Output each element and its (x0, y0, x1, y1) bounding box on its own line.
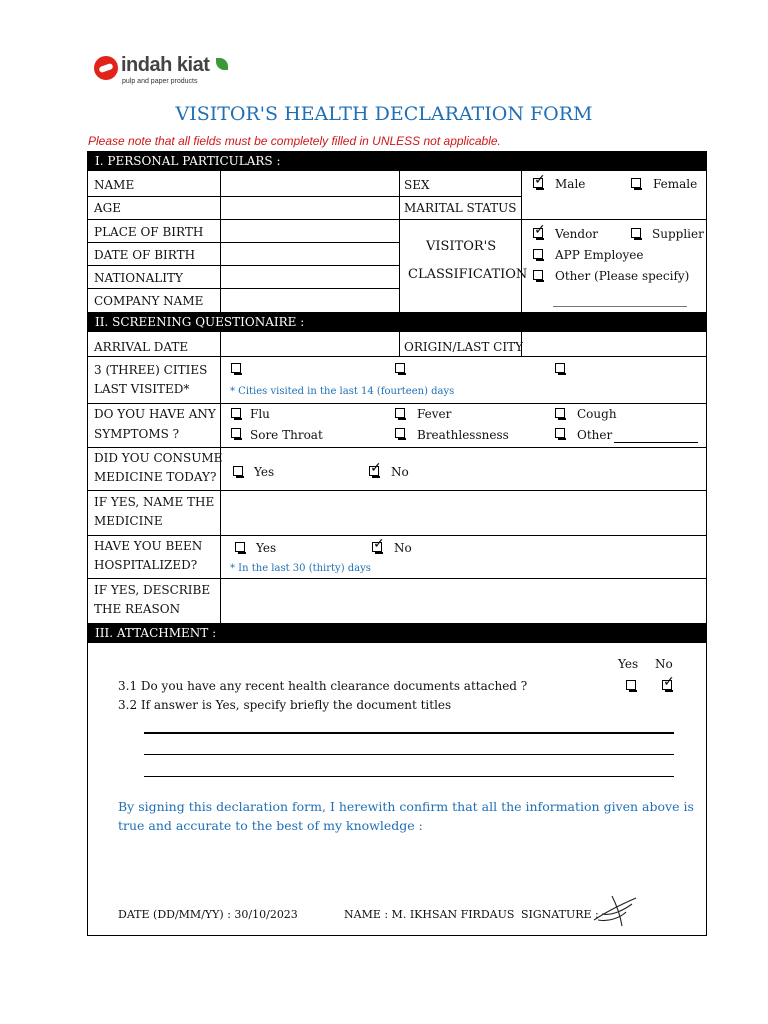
section-3-header: III. ATTACHMENT : (87, 623, 707, 643)
name-field: NAME : M. IKHSAN FIRDAUS (344, 908, 515, 921)
label-medicine-2: MEDICINE TODAY? (94, 470, 217, 484)
fever-label: Fever (417, 407, 452, 421)
label-marital-status: MARITAL STATUS (404, 201, 517, 215)
medicine-no-label: No (391, 465, 409, 479)
other-symptom-line[interactable] (614, 442, 698, 443)
label-hospitalized-2: HOSPITALIZED? (94, 558, 198, 572)
hospitalized-yes-label: Yes (256, 541, 277, 555)
section-2-header: II. SCREENING QUESTIONAIRE : (87, 312, 707, 332)
other-specify-line[interactable] (553, 306, 687, 307)
label-describe-2: THE REASON (94, 602, 181, 616)
app-employee-label: APP Employee (555, 248, 644, 262)
hospitalized-no-checkbox[interactable] (372, 542, 382, 552)
label-arrival-date: ARRIVAL DATE (94, 340, 189, 354)
hospitalized-yes-checkbox[interactable] (235, 542, 245, 552)
attachment-yes-checkbox[interactable] (626, 680, 636, 690)
cough-checkbox[interactable] (555, 408, 565, 418)
document-line-2[interactable] (144, 754, 674, 755)
section-1-header: I. PERSONAL PARTICULARS : (87, 151, 707, 171)
male-checkbox[interactable] (533, 178, 543, 188)
medicine-no-checkbox[interactable] (369, 466, 379, 476)
label-name: NAME (94, 178, 135, 192)
male-label: Male (555, 177, 586, 191)
medicine-yes-label: Yes (254, 465, 275, 479)
city-2-checkbox[interactable] (395, 363, 405, 373)
question-3-1: 3.1 Do you have any recent health clearance documents attached ? (118, 679, 528, 693)
cities-note: * Cities visited in the last 14 (fourteen) days (230, 386, 455, 397)
attachment-no-header: No (655, 657, 673, 671)
declaration-line-1: By signing this declaration form, I herewith confirm that all the information given above is (118, 799, 694, 814)
label-symptoms-1: DO YOU HAVE ANY (94, 407, 216, 421)
city-1-checkbox[interactable] (231, 363, 241, 373)
label-hospitalized-1: HAVE YOU BEEN (94, 539, 203, 553)
label-company-name: COMPANY NAME (94, 294, 204, 308)
medicine-yes-checkbox[interactable] (233, 466, 243, 476)
flu-checkbox[interactable] (231, 408, 241, 418)
label-name-medicine-2: MEDICINE (94, 514, 163, 528)
document-line-1[interactable] (144, 732, 674, 734)
sore-throat-checkbox[interactable] (231, 428, 241, 438)
question-3-2: 3.2 If answer is Yes, specify briefly the document titles (118, 698, 452, 712)
label-medicine-1: DID YOU CONSUME (94, 451, 223, 465)
cough-label: Cough (577, 407, 617, 421)
female-label: Female (653, 177, 698, 191)
other-classification-checkbox[interactable] (533, 270, 543, 280)
label-cities-1: 3 (THREE) CITIES (94, 363, 208, 377)
logo-mark-icon (94, 56, 118, 80)
supplier-checkbox[interactable] (631, 228, 641, 238)
vendor-checkbox[interactable] (533, 228, 543, 238)
attachment-yes-header: Yes (618, 657, 639, 671)
signature-label: SIGNATURE : (521, 908, 599, 921)
hospitalized-no-label: No (394, 541, 412, 555)
city-3-checkbox[interactable] (555, 363, 565, 373)
flu-label: Flu (250, 407, 270, 421)
label-date-of-birth: DATE OF BIRTH (94, 248, 196, 262)
other-classification-label: Other (Please specify) (555, 269, 690, 283)
attachment-no-checkbox[interactable] (662, 680, 672, 690)
form-note: Please note that all fields must be completely filled in UNLESS not applicable. (88, 134, 501, 148)
label-describe-1: IF YES, DESCRIBE (94, 583, 211, 597)
company-logo (94, 54, 244, 88)
label-visitor-classification-1: VISITOR'S (426, 239, 497, 254)
label-age: AGE (94, 201, 122, 215)
label-sex: SEX (404, 178, 430, 192)
logo-name: indah kiat (121, 54, 210, 76)
label-place-of-birth: PLACE OF BIRTH (94, 225, 204, 239)
label-symptoms-2: SYMPTOMS ? (94, 427, 180, 441)
sore-throat-label: Sore Throat (250, 428, 323, 442)
date-field: DATE (DD/MM/YY) : 30/10/2023 (118, 908, 298, 921)
form-title: VISITOR'S HEALTH DECLARATION FORM (175, 103, 593, 125)
fever-checkbox[interactable] (395, 408, 405, 418)
label-name-medicine-1: IF YES, NAME THE (94, 495, 215, 509)
other-symptom-checkbox[interactable] (555, 428, 565, 438)
app-employee-checkbox[interactable] (533, 249, 543, 259)
label-visitor-classification-2: CLASSIFICATION (408, 267, 528, 282)
label-cities-2: LAST VISITED* (94, 382, 190, 396)
supplier-label: Supplier (652, 227, 704, 241)
breathlessness-checkbox[interactable] (395, 428, 405, 438)
breathlessness-label: Breathlessness (417, 428, 509, 442)
hospital-note: * In the last 30 (thirty) days (230, 563, 371, 574)
signature-mark (586, 890, 646, 930)
document-line-3[interactable] (144, 776, 674, 777)
other-symptom-label: Other (577, 428, 613, 442)
vendor-label: Vendor (555, 227, 599, 241)
label-origin-last-city: ORIGIN/LAST CITY (404, 340, 524, 354)
female-checkbox[interactable] (631, 178, 641, 188)
declaration-line-2: true and accurate to the best of my knowledge : (118, 818, 423, 833)
label-nationality: NATIONALITY (94, 271, 183, 285)
logo-tagline: pulp and paper products (122, 78, 198, 85)
leaf-icon (216, 58, 228, 70)
